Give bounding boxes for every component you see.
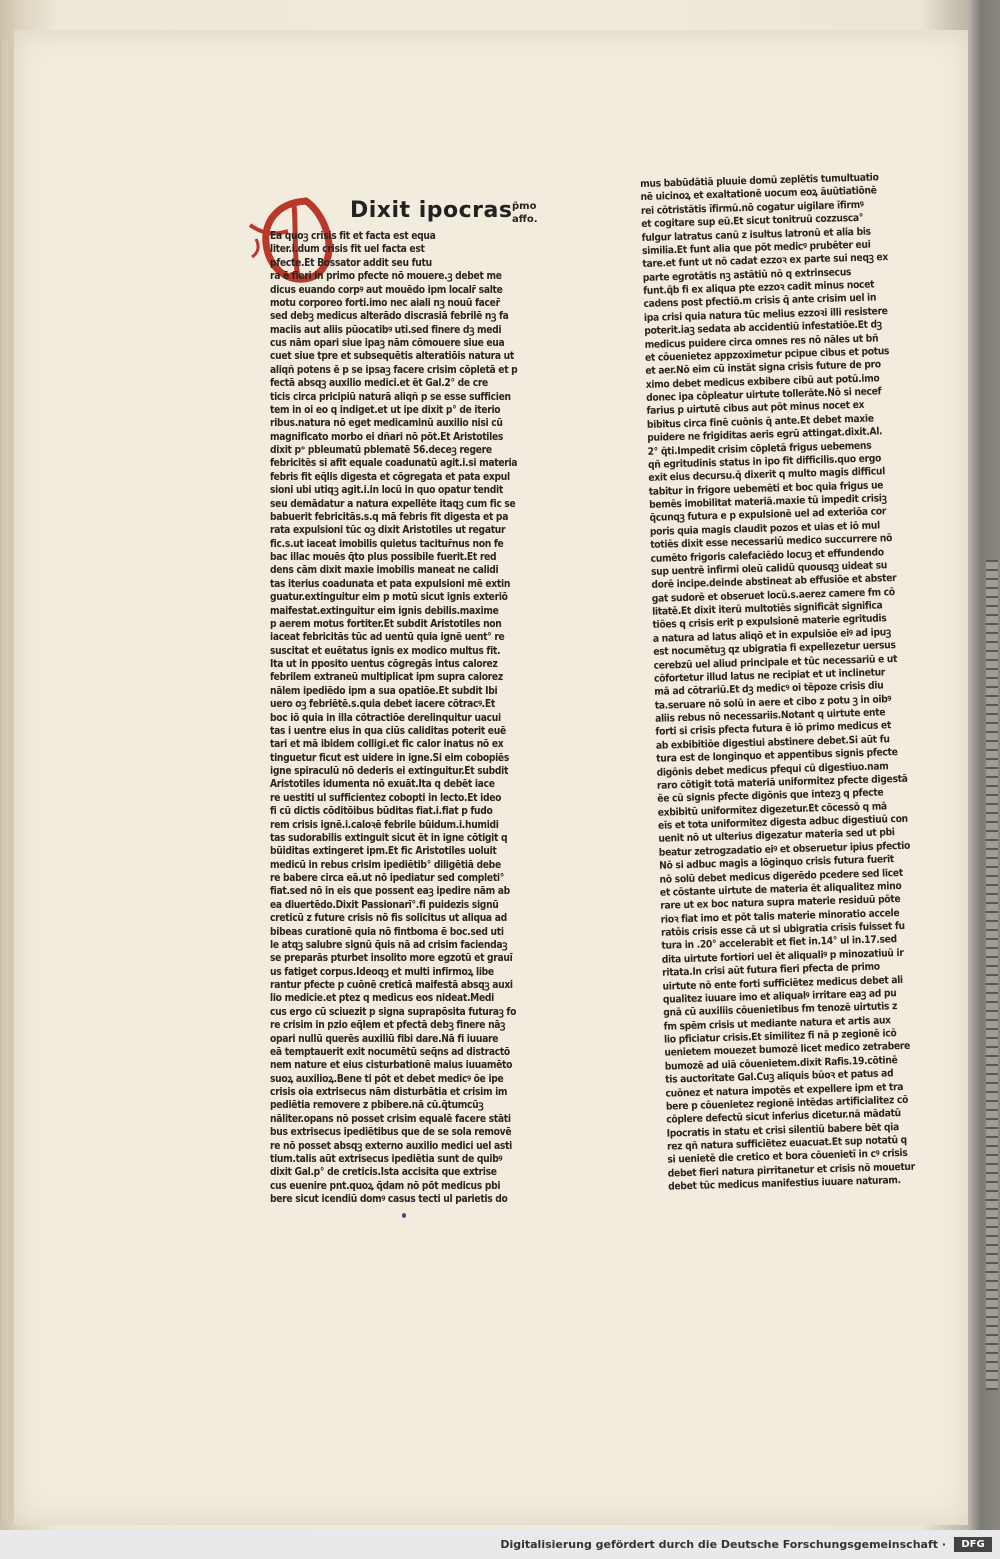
text-line: similia.Et funt alia que pōt medicꝰ prubēter eui <box>641 239 871 257</box>
text-line: tem in oi eo q indiget.et ut ipe dixit p° de iterio <box>270 404 501 416</box>
text-line: re uestiti ul sufficientez cobopti in lecto.Et ideo <box>270 792 502 804</box>
section-heading: Dixit ipocras <box>350 198 513 223</box>
text-line: et cōuenietez appzoximetur pcipue cibus et potus <box>644 345 890 364</box>
text-line: sup uentrē infirmi oleū calidū quousqꝫ uideat su <box>650 560 888 578</box>
text-line: tis auctoritate Gal.Cuꝫ aliquis būoꝛ et patus ad <box>665 1068 894 1086</box>
text-line: motu corporeo forti.imo nec aiali nꝫ nouū facer̄ <box>270 297 500 309</box>
text-line: gnā cū auxiliis cōuenietibus fm tenozē uirtutis z <box>663 1001 898 1019</box>
text-line: totiēs dixit esse necessariū medico succurrere nō <box>650 533 893 551</box>
text-line: pediētia removere z pbibere.nā cū.q̄tumcūꝫ <box>270 1100 484 1112</box>
text-line: dicus euando corpꝰ aut mouēdo ipm localr̄ salt̄e <box>270 284 503 296</box>
text-line: uero oꝫ febriētē.s.quia debet iacere cōtracꝰ.Et <box>270 699 495 711</box>
heading-sub-line-2: affo. <box>512 214 538 225</box>
text-line: būiditas extingeret ipm.Et fic Aristotiles uoluit <box>270 846 497 858</box>
text-line: debet tūc medicus manifestius iuuare naturam. <box>668 1175 901 1193</box>
text-line: bibeas curationē quia nō fintboma ē boc.sed uti <box>270 926 504 938</box>
text-column-left <box>270 230 546 1206</box>
text-line: est nocumētuꝫ qz ubigratia fi expellezetur uersus <box>653 640 896 658</box>
text-line: tas sudorabilis extinguit sicut ēt in igne cōtigit q <box>270 832 508 844</box>
text-line: igne spiraculū nō dederis ei extinguitur.Et subdit <box>270 766 509 777</box>
text-line: cōplere defectū sicut inferius dicetur.nā mādatū <box>666 1108 901 1126</box>
text-line: litatē.Et dixit iterū multotiēs significāt significa <box>651 600 883 618</box>
text-line: fectā absqꝫ auxilio medici.et ēt Gal.2° de cre <box>270 378 488 390</box>
text-line: ta.seruare nō solū in aere et cibo z potu ꝫ in oibꝰ <box>654 693 892 712</box>
text-line: raro cōtigit totā materiā uniformitez pfecte digestā <box>656 773 908 792</box>
text-line: cōfortetur illud latus ne recipiat et ut inclinetur <box>653 667 886 685</box>
text-line: dorē incipe.deinde abstineat ab effusiōe et abster <box>651 573 897 592</box>
text-line: rantur pfecte p cuōnē creticā maifestā absqꝫ auxi <box>270 980 513 991</box>
text-line: p aerem motus fortiter.Et subdit Aristotiles non <box>270 618 502 630</box>
text-line: rem crisis ignē.i.caloꝛē febrile būidum.i.humidi <box>270 819 499 831</box>
text-line: bemēs imobilitat materiā.maxie tū impedit crisiꝫ <box>648 493 887 511</box>
heading-subscript <box>512 200 552 226</box>
text-line: re crisim in pzio eq̄lem et pfectā debꝫ finere nāꝫ <box>270 1020 506 1032</box>
text-line: re nō posset absqꝫ externo auxilio medici uel asti <box>270 1140 512 1152</box>
text-line: sed debꝫ medicus alterādo discrasiā febrilē nꝫ fa <box>270 311 509 323</box>
text-line: Aristotiles idumenta nō exuāt.Ita q debēt iace <box>270 779 495 791</box>
text-line: nē uicinoꝝ et exaltationē uocum eoꝝ āuūtiatiōnē <box>640 185 877 204</box>
text-line: debet fieri natura pirritanetur et crisis nō mouetur <box>667 1161 916 1180</box>
text-line: febrilem extraneū multiplicat ipm supra calorez <box>270 672 503 684</box>
text-line: liter.i.dum crisis fit uel facta est <box>270 244 425 256</box>
text-line: opari nullū querēs auxiliū fibi dare.Nā fi iuuare <box>270 1033 499 1045</box>
text-line: ēe cū signis pfecte digōnis que intezꝫ q pfecte <box>657 787 884 806</box>
funding-note: Digitalisierung gefördert durch die Deutsche Forschungsgemeinschaft · <box>500 1538 946 1551</box>
text-line: et cōstante uirtute de materia ēt aliqualitez mino <box>659 880 902 899</box>
text-line: poris quia magis claudit pozos et uias et iō mul <box>649 520 881 538</box>
text-line: aliqñ potens ē p se ipsaꝫ facere crisim cōpletā et p <box>270 364 518 376</box>
text-line: nem nature et eius cisturbationē maius iuuamēto <box>270 1060 513 1072</box>
text-line: 2° q̄ti.Impedit crisim cōpletā frigus uebemens <box>647 440 872 458</box>
text-line: ticis circa pricipiū naturā aliqñ p se esse sufficien <box>270 391 511 403</box>
text-line: tura in .20° accelerabit et fiet in.14° ul in.17.sed <box>661 934 898 953</box>
text-line: uirtute nō ente forti sufficiētez medicus debet ali <box>662 974 903 993</box>
text-line: ritata.In crisi aūt futura fieri pfecta de primo <box>662 961 880 979</box>
text-line: qñ egritudinis status in ipo fit difficilis.quo ergo <box>647 453 882 471</box>
text-line: fm spēm crisis ut mediante natura et artis aux <box>663 1014 891 1033</box>
text-line: ribus.natura nō eget medicaminū auxilio nisi cū <box>270 418 503 430</box>
text-line: ab exbibitiōe digestiui abstinere debet.Si aūt fu <box>655 734 890 752</box>
dfg-logo: DFG <box>954 1537 992 1552</box>
text-line: rare ut ex boc natura supra materie residuū pōte <box>660 894 901 912</box>
text-line: dixit pᵒ pbleumatū pblematē 56.deceꝫ regere <box>270 445 492 456</box>
text-line: babuerit febricitās.s.q mā febris fit digesta et pa <box>270 511 509 523</box>
text-line: et aer.Nō eim cū instāt signa crisis future de pro <box>645 359 881 378</box>
text-line: ipa crisi quia natura tūc melius ezzoꝛi illi resistere <box>643 305 888 324</box>
text-line: rei cōtristātis īfirmū.nō cogatur uigilare īfirmꝰ <box>640 199 864 217</box>
text-line: ximo debet medicus exbibere cibū aut potū.imo <box>645 373 880 391</box>
text-line: bere sicut icendiū domꝰ casus tecti ul parietis do <box>270 1194 508 1205</box>
text-line: le atqꝫ salubre signū q̄uis nā ad crisim faciendaꝫ <box>270 939 508 951</box>
text-line: cuōnez et natura impotēs et expellere ipm et tra <box>665 1081 904 1100</box>
text-line: bibitus circa finē cuōnis q̄ ante.Et debet maxie <box>646 413 874 431</box>
text-line: crisis oia extrisecus nām disturbātia et crisim im <box>270 1087 508 1098</box>
text-line: us fatiget corpus.Ideoqꝫ et multi infirmoꝝ libe <box>270 966 494 978</box>
text-line: tinguetur ficut est uidere in igne.Si eim cobopiēs <box>270 752 510 764</box>
text-line: tare.et funt ut nō cadat ezzoꝛ ex parte sui neqꝫ ex <box>642 252 889 271</box>
text-line: rioꝛ fiat imo et pōt talis materie minoratio accele <box>660 907 900 926</box>
text-line: creticū z future crisis nō fis solicitus ut aliqua ad <box>270 913 507 925</box>
text-line: rata expulsioni tūc oꝫ dixit Aristotiles ut regatur <box>270 525 506 537</box>
text-line: lio medicie.et ptez q medicus eos nideat.Medi <box>270 993 494 1005</box>
text-line: maciis aut aliis pūocatibꝰ uti.sed finere dꝫ medi <box>270 324 502 336</box>
text-line: ea diuertēdo.Dixit Passionarī°.fi puidezis signū <box>270 899 499 911</box>
text-line: pfecte.Et Bossator addit seu futu <box>270 257 432 269</box>
text-line: seu demādatur a natura expellēte itaqꝫ cum fic se <box>270 498 516 510</box>
text-line: cadens post pfectiō.m crisis q̄ ante crisim uel in <box>643 292 877 311</box>
text-line: tiōes q crisis erit p expulsionē materie egritudis <box>652 613 887 632</box>
text-line: eā temptauerit exit nocumētū seq̄ns ad distractō <box>270 1046 510 1058</box>
text-line: se preparās pturbet insolito more egzotū et grauī <box>270 953 513 965</box>
text-line: Ea quoꝫ crisis fit et facta est equa <box>270 231 436 242</box>
text-line: cus euenire pnt.quoꝝ q̄dam nō pōt medicus pbi <box>270 1180 501 1192</box>
text-column-right <box>640 171 936 1195</box>
text-line: eīs et tota uniformitez digesta adbuc digestiuū con <box>657 813 909 832</box>
text-line: medicū in rebus crisim ipediētib° diligētiā debe <box>270 859 501 871</box>
text-line: uenietem mouezet bumozē licet medico zetrabere <box>664 1041 911 1060</box>
text-line: nō solū debet medicus digerēdo pcedere sed licet <box>659 867 904 886</box>
text-line: fic.s.ut iaceat imobilis quietus tacitur̄nus non fe <box>270 538 504 550</box>
text-line: ra ē fieri in primo pfecte nō mouere.ꝫ debet me <box>270 271 502 283</box>
text-line: mus babūdātiā pluuie domū zeplētis tumultuatio <box>640 172 879 190</box>
text-line: puidere ne frigiditas aeris egrū attingat.dixit.Al. <box>647 426 883 445</box>
text-line: Ipocratis in statu et crisi silentiū babere bēt qia <box>666 1121 900 1140</box>
text-line: fi cū dictis cōditōibus būditas fiat.i.fiat p fudo <box>270 806 493 818</box>
text-line: tura est de longinquo et appentibus signis pfecte <box>656 747 898 765</box>
text-line: lio pficiatur crisis.Et similitez fi nā p zegionē icō <box>663 1028 897 1046</box>
text-line: poterit.iaꝫ sedata ab accidentiū infestatiōe.Et dꝫ <box>644 319 882 338</box>
text-line: bus extrisecus ipediētibus que de se sola removē <box>270 1127 512 1139</box>
text-line: febricitēs si afit equale coadunatū agit.i.si materia <box>270 458 518 470</box>
text-line: bere p cōuenietez regionē intēdas artificialitez cō <box>665 1094 909 1113</box>
text-line: si uenietē die cretico et bora cōuenietī in cꝰ crisis <box>667 1148 908 1166</box>
text-line: a natura ad latus aliqō et in expulsiōe eiꝰ ad ipuꝫ <box>652 626 891 645</box>
text-line: boc iō quia in illa cōtractiōe derelinquitur uacui <box>270 712 501 724</box>
page-edges-left <box>2 40 14 1520</box>
text-line: guatur.extinguitur eim p motū sicut ignis exteriō <box>270 592 508 604</box>
text-line: rez qñ natura sufficiētez euacuat.Et sup notatū q <box>666 1134 908 1153</box>
text-line: aliis rebus nō necessariis.Notant q uirtute ente <box>654 707 886 725</box>
text-line: exit eius decursu.q̄ dixerit q multo magis difficul <box>648 466 886 485</box>
text-line: cuet siue tpre et subsequētis alteratiōis natura ut <box>270 351 514 363</box>
text-line: dixit Gal.p° de creticis.Ista accisita que extrise <box>270 1167 497 1179</box>
text-line: re babere circa eā.ut nō ipediatur sed completi° <box>270 873 505 884</box>
text-line: gat sudorē et obseruet locū.s.aerez camere fm cō <box>651 586 895 605</box>
text-line: cerebzū uel aliud principale et tūc necessariū e ut <box>653 653 898 672</box>
text-line: dens cām dixit maxie imobilis maneat ne calidi <box>270 565 499 577</box>
text-line: maifestat.extinguitur eim ignis debilis.maxime <box>270 605 499 617</box>
text-line: uenit nō ut ulterius digezatur materia sed ut pbi <box>658 827 895 846</box>
text-line: cumēto frigoris calefaciēdo locuꝫ et effundendo <box>650 546 884 565</box>
text-line: sioni ubi utiqꝫ agit.i.in locū in quo opatur tendit <box>270 485 503 497</box>
footer-bar <box>0 1530 1000 1559</box>
text-line: nāliter.opans nō posset crisim equalē facere stāti <box>270 1113 511 1125</box>
text-line: ratōis crisis esse cā ut si ubigratia crisis fuisset fu <box>660 920 905 939</box>
text-line: bac illac mouēs q̄to plus possibile fuerit.Et red <box>270 552 497 563</box>
text-line: suoꝝ auxilioꝝ.Bene ti pōt et debet medicꝰ ōe ipe <box>270 1073 504 1085</box>
text-line: funt.q̄b fi ex aliqua pte ezzoꝛ cadit minus nocet <box>643 279 875 297</box>
text-line: qualitez iuuare imo et aliqualꝰ irritare eaꝫ ad pu <box>662 988 897 1006</box>
text-line: tari et mā ibidem colligi.et fic calor inatus nō ex <box>270 739 504 751</box>
text-line: mā ad cōtrariū.Et dꝫ medicꝰ oi tēpoze crisis diu <box>654 680 884 699</box>
text-line: cus nām opari siue ipaꝫ nām cōmouere siue eua <box>270 338 505 349</box>
text-line: Ita ut in pposito uentus cōgregās intus calorez <box>270 659 498 670</box>
text-line: exbibitū uniformitez digezetur.Et cōcessō q mā <box>657 800 888 819</box>
text-line: Nō si adbuc magis a lōginquo crisis futura fuerit <box>659 854 895 872</box>
text-line: tabitur in frigore uebemēti et boc quia frigus ue <box>648 479 884 498</box>
text-line: et cogitare sup eū.Et sicut tonitruū cozzusca° <box>641 212 864 231</box>
ink-smudge <box>402 1213 406 1218</box>
text-line: fiat.sed nō in eis que possent eaꝫ ipedire nām ab <box>270 886 510 898</box>
text-line: digōnis debet medicus pfequi cū digestiuo.nam <box>656 760 889 779</box>
heading-sub-line-1: p̄mo <box>512 201 537 212</box>
text-line: bumozē ad uiā cōuenietem.dixit Rafis.19.cōtinē <box>664 1054 898 1073</box>
text-line: fulgur latratus canū z isultus latronū et alia bis <box>641 226 871 244</box>
text-line: dita uirtute fortiori uel ēt aliqualiꝰ p minozatiuū ir <box>661 947 904 966</box>
text-line: nālem ipediēdo ipm a sua opatiōe.Et subdit Ibi <box>270 685 498 697</box>
text-line: suscitat et euētatus ignis ex modico multus fit. <box>270 645 501 657</box>
text-line: tas i uentre eius in qua ciūs caliditas poterit euē <box>270 725 506 737</box>
text-line: medicus puidere circa omnes res nō nāles ut bñ <box>644 332 879 351</box>
text-line: farius p uirtutē cibus aut pōt minus nocet ex <box>646 400 865 418</box>
text-line: iaceat febricitās tūc ad uentū quia ignē uent° re <box>270 632 505 644</box>
page-edges-right <box>986 560 998 1390</box>
text-line: parte egrotātis nꝫ astātiū nō q extrinsecus <box>642 266 852 284</box>
book-spine-right <box>968 0 1000 1530</box>
text-line: tium.talis aūt extrisecus ipediētia sunt de quibꝰ <box>270 1153 503 1165</box>
text-line: forti si crisis pfecta futura ē iō primo medicus et <box>655 720 892 739</box>
text-line: cus ergo cū sciuezit p signa suprapōsita futuraꝫ fo <box>270 1006 517 1018</box>
text-line: beatur zetrogzadatio eiꝰ et obseruetur ipius pfectio <box>658 840 911 859</box>
text-line: magnificato morbo ei dñari nō pōt.Et Aristotiles <box>270 431 504 443</box>
text-line: febris fit eq̄lis digesta et cōgregata et pata expul <box>270 471 510 483</box>
text-line: q̄cunqꝫ futura e p expulsionē uel ad exteriōa cor <box>649 506 887 525</box>
text-line: tas iterius coadunata et pata expulsioni mē extin <box>270 578 511 590</box>
text-line: donec ipa cōpleatur uirtute tollerāte.Nō si necef <box>646 386 882 404</box>
